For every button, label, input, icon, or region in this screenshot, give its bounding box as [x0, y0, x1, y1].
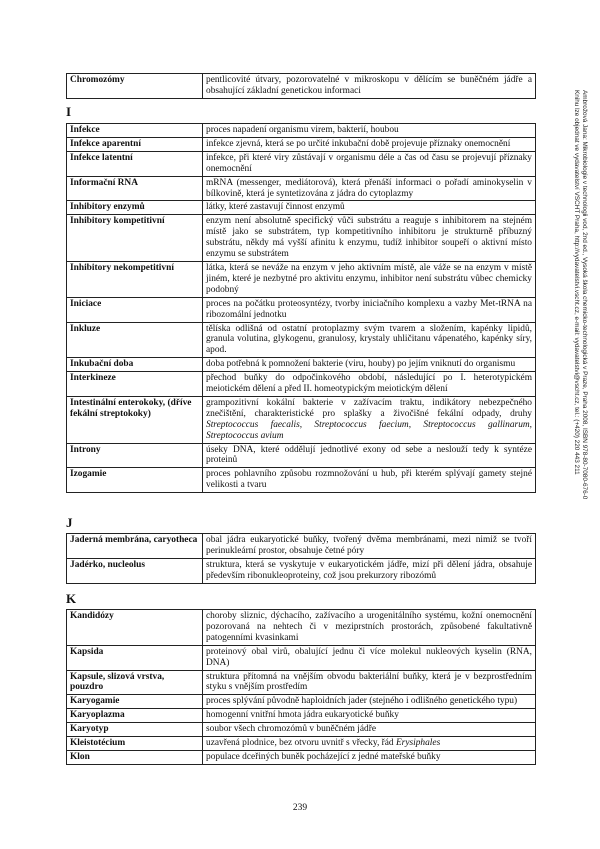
sidebar-order-info: Knihu lze objednat ve vydavatelství VŠCHT Praha, http://vydavatelstvi.vscht.cz, e-mail: vydavatelstvi@vscht.cz, tel.: (+420) 220 443 211 — [572, 90, 580, 475]
term-cell: Jadérko, nucleolus — [67, 558, 203, 583]
term-cell: Infekce — [67, 124, 203, 138]
term-cell: Introny — [67, 443, 203, 468]
sidebar-citation: Ambrožová Jana: Mikrobiologie v technologii vod, 2nd ed., Vysoká škola chemicko-technologická v Praze, Praha 2008, ISBN 978-80-7080-676-0 — [581, 90, 588, 500]
term-cell: Karyogamie — [67, 695, 203, 709]
term-cell: Chromozómy — [67, 74, 203, 99]
species-names: Streptococcus faecalis, Streptococcus faecium, Streptococcus gallinarum, Streptococcus avium — [206, 419, 532, 441]
order-name: Erysiphales — [395, 738, 441, 749]
table-row — [67, 645, 536, 670]
table-row — [67, 558, 536, 583]
term-cell: Kandidózy — [67, 610, 203, 646]
definition-cell: soubor všech chromozómů v buněčném jádře — [203, 723, 536, 737]
table-row — [67, 670, 536, 695]
term-cell: Inhibitory nekompetitivní — [67, 261, 203, 297]
term-cell: Informační RNA — [67, 176, 203, 201]
term-cell: Intestinální enterokoky, (dříve fekální streptokoky) — [67, 396, 203, 443]
table-row — [67, 215, 536, 262]
term-cell: Inhibitory kompetitivní — [67, 215, 203, 262]
term-cell: Izogamie — [67, 468, 203, 493]
table-row — [67, 750, 536, 764]
definition-cell — [203, 396, 536, 443]
definition-cell: homogenní vnitřní hmota jádra eukaryotické buňky — [203, 709, 536, 723]
definition-cell: proteinový obal virů, obalující jednu či více molekul nukleových kyselin (RNA, DNA) — [203, 645, 536, 670]
definition-cell — [203, 737, 536, 751]
table-row — [67, 709, 536, 723]
table-row — [67, 124, 536, 138]
table-row — [67, 372, 536, 397]
definition-cell: proces napadení organismu virem, bakterií, houbou — [203, 124, 536, 138]
table-row — [67, 151, 536, 176]
table-row — [67, 723, 536, 737]
definition-cell: úseky DNA, které oddělují jednotlivé exony od sebe a neslouží tedy k syntéze proteinů — [203, 443, 536, 468]
term-cell: Infekce latentní — [67, 151, 203, 176]
term-cell: Inkluze — [67, 322, 203, 358]
section-letter-i: I — [66, 104, 72, 119]
term-cell: Jaderná membrána, caryotheca — [67, 534, 203, 559]
copyright-sidebar — [566, 90, 600, 650]
term-cell: Kapsida — [67, 645, 203, 670]
definition-cell: pentlicovité útvary, pozorovatelné v mikroskopu v dělícím se buněčném jádře a obsahující základní genetickou informaci — [203, 74, 536, 99]
definition-cell: mRNA (messenger, mediátorová), která přenáší informaci o pořadí aminokyselin v bílkovině, která je syntetizována z jádra do cytoplazmy — [203, 176, 536, 201]
glossary-table-i — [66, 123, 536, 493]
section-letter-k: K — [66, 591, 77, 606]
table-row — [67, 322, 536, 358]
table-row — [67, 534, 536, 559]
definition-cell: infekce, při které viry zůstávají v organismu déle a čas od času se projevují příznaky onemocnění — [203, 151, 536, 176]
term-cell: Inkubační doba — [67, 358, 203, 372]
definition-cell: enzym není absolutně specifický vůči substrátu a reaguje s inhibitorem na stejném místě jako se substrátem, typ kompetitivního inhibitoru je strukturně příbuzný substrátu, někdy má vyšší afinitu k enzymu, tudíž inhibitor soupeří o aktivní místo enzymu se substrátem — [203, 215, 536, 262]
definition-text: grampozitivní kokální bakterie v zažívacím traktu, indikátory nebezpečného znečištění, charakteristické pro splašky a živočišné fekální odpady, druhy — [206, 397, 532, 419]
term-cell: Karyotyp — [67, 723, 203, 737]
term-cell: Iniciace — [67, 297, 203, 322]
definition-cell: struktura přítomná na vnějším obvodu bakteriální buňky, která je v bezprostředním styku s vnějším prostředím — [203, 670, 536, 695]
table-row — [67, 137, 536, 151]
glossary-table-k — [66, 609, 536, 765]
term-cell: Infekce aparentní — [67, 137, 203, 151]
definition-cell: látky, které zastavují činnost enzymů — [203, 201, 536, 215]
table-row — [67, 396, 536, 443]
table-row — [67, 443, 536, 468]
definition-cell: populace dceřiných buněk pocházející z jedné mateřské buňky — [203, 750, 536, 764]
term-cell: Kapsule, slizová vrstva, pouzdro — [67, 670, 203, 695]
table-row — [67, 468, 536, 493]
definition-cell: choroby sliznic, dýchacího, zažívacího a urogenitálního systému, kožní onemocnění pozorovaná na nehtech či v meziprstních prostorách, způsobené fakultativně patogenními kvasinkami — [203, 610, 536, 646]
definition-cell: proces splývání původně haploidních jader (stejného i odlišného genetického typu) — [203, 695, 536, 709]
definition-cell: přechod buňky do odpočinkového období, následující po I. heterotypickém meiotickém dělení a před II. homeotypickým meiotickým dělení — [203, 372, 536, 397]
table-row — [67, 261, 536, 297]
definition-cell: doba potřebná k pomnožení bakterie (viru, houby) po jejím vniknutí do organismu — [203, 358, 536, 372]
definition-cell: proces pohlavního způsobu rozmnožování u hub, při kterém splývají gamety stejné velikosti a tvaru — [203, 468, 536, 493]
definition-cell: struktura, která se vyskytuje v eukaryotickém jádře, mizí při dělení jádra, obsahuje především ribonukleoproteiny, což jsou prekurzory ribozómů — [203, 558, 536, 583]
definition-cell: infekce zjevná, která se po určité inkubační době projevuje příznaky onemocnění — [203, 137, 536, 151]
table-row — [67, 610, 536, 646]
term-cell: Karyoplazma — [67, 709, 203, 723]
table-row — [67, 74, 536, 99]
term-cell: Inhibitory enzymů — [67, 201, 203, 215]
term-cell: Klon — [67, 750, 203, 764]
definition-cell: proces na počátku proteosyntézy, tvorby iniciačního komplexu a vazby Met-tRNA na ribozomální jednotku — [203, 297, 536, 322]
definition-cell: obal jádra eukaryotické buňky, tvořený dvěma membránami, mezi nimiž se tvoří perinukleární prostor, obsahuje četné póry — [203, 534, 536, 559]
term-cell: Kleistotécium — [67, 737, 203, 751]
section-letter-j: J — [66, 515, 73, 530]
glossary-table-j — [66, 533, 536, 584]
definition-cell: látka, která se neváže na enzym v jeho aktivním místě, ale váže se na enzym v místě jiném, které je nezbytné pro aktivitu enzymu, inhibitor není substrátu vůbec chemicky podobný — [203, 261, 536, 297]
table-row — [67, 695, 536, 709]
table-row — [67, 358, 536, 372]
table-row — [67, 297, 536, 322]
table-row — [67, 176, 536, 201]
definition-text: uzavřená plodnice, bez otvoru uvnitř s vřecky, řád — [206, 738, 394, 749]
definition-cell: tělíska odlišná od ostatní protoplazmy svým tvarem a složením, kapénky lipidů, granula volutina, glykogenu, granulosy, krystaly uhličitanu vápenatého, kapénky síry, apod. — [203, 322, 536, 358]
table-row — [67, 737, 536, 751]
glossary-table-top — [66, 73, 536, 99]
term-cell: Interkineze — [67, 372, 203, 397]
table-row — [67, 201, 536, 215]
page-number: 239 — [292, 803, 308, 813]
